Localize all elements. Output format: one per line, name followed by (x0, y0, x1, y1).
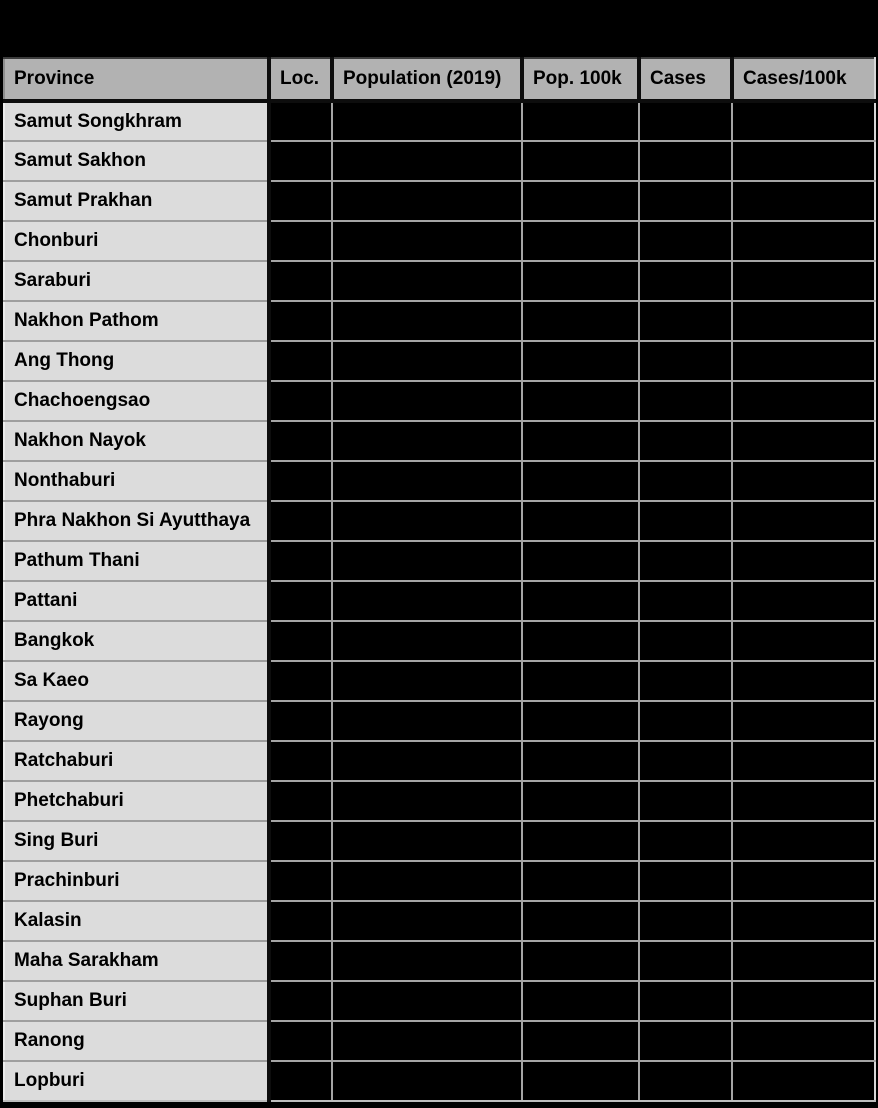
population-cell (332, 981, 522, 1021)
province-cell: Phra Nakhon Si Ayutthaya (4, 501, 269, 541)
loc-cell (269, 501, 332, 541)
cases-100k-cell (732, 501, 875, 541)
pop-100k-cell (522, 141, 639, 181)
loc-cell (269, 941, 332, 981)
loc-cell (269, 421, 332, 461)
cases-cell (639, 741, 732, 781)
table-row (4, 541, 875, 581)
cases-cell (639, 181, 732, 221)
population-cell (332, 261, 522, 301)
cases-cell (639, 141, 732, 181)
cases-cell (639, 981, 732, 1021)
table-row (4, 101, 875, 141)
population-cell (332, 581, 522, 621)
population-cell (332, 501, 522, 541)
pop-100k-cell (522, 1021, 639, 1061)
pop-100k-cell (522, 941, 639, 981)
loc-cell (269, 661, 332, 701)
province-cell: Pattani (4, 581, 269, 621)
table-row (4, 741, 875, 781)
cases-100k-cell (732, 781, 875, 821)
table-row (4, 581, 875, 621)
population-cell (332, 821, 522, 861)
population-cell (332, 221, 522, 261)
table-row (4, 861, 875, 901)
cases-cell (639, 221, 732, 261)
pop-100k-cell (522, 661, 639, 701)
province-cell: Nakhon Nayok (4, 421, 269, 461)
cases-100k-cell (732, 341, 875, 381)
province-cell: Rayong (4, 701, 269, 741)
pop-100k-cell (522, 461, 639, 501)
cases-cell (639, 261, 732, 301)
population-cell (332, 541, 522, 581)
table-body (4, 101, 875, 1101)
loc-cell (269, 181, 332, 221)
province-cell: Pathum Thani (4, 541, 269, 581)
pop-100k-cell (522, 181, 639, 221)
loc-cell (269, 821, 332, 861)
table-row (4, 821, 875, 861)
province-cell: Samut Sakhon (4, 141, 269, 181)
population-cell (332, 781, 522, 821)
loc-cell (269, 901, 332, 941)
pop-100k-cell (522, 341, 639, 381)
loc-cell (269, 461, 332, 501)
cases-100k-cell (732, 221, 875, 261)
province-cell: Chonburi (4, 221, 269, 261)
table-row (4, 941, 875, 981)
cases-100k-cell (732, 421, 875, 461)
province-cell: Phetchaburi (4, 781, 269, 821)
pop-100k-cell (522, 381, 639, 421)
cases-100k-cell (732, 901, 875, 941)
loc-cell (269, 541, 332, 581)
table-row (4, 661, 875, 701)
province-cases-table (3, 57, 876, 1102)
population-cell (332, 421, 522, 461)
col-header-pop-100k: Pop. 100k (522, 58, 639, 101)
table-row (4, 781, 875, 821)
province-cell: Lopburi (4, 1061, 269, 1101)
col-header-cases: Cases (639, 58, 732, 101)
table-row (4, 181, 875, 221)
loc-cell (269, 741, 332, 781)
table-header-row (4, 58, 875, 101)
loc-cell (269, 781, 332, 821)
loc-cell (269, 1061, 332, 1101)
cases-cell (639, 581, 732, 621)
population-cell (332, 1061, 522, 1101)
province-cell: Samut Songkhram (4, 101, 269, 141)
col-header-loc: Loc. (269, 58, 332, 101)
table-row (4, 461, 875, 501)
province-cell: Bangkok (4, 621, 269, 661)
pop-100k-cell (522, 821, 639, 861)
cases-cell (639, 1061, 732, 1101)
table-row (4, 421, 875, 461)
cases-cell (639, 781, 732, 821)
cases-100k-cell (732, 661, 875, 701)
cases-100k-cell (732, 981, 875, 1021)
pop-100k-cell (522, 741, 639, 781)
population-cell (332, 461, 522, 501)
cases-100k-cell (732, 301, 875, 341)
province-cell: Ang Thong (4, 341, 269, 381)
col-header-population: Population (2019) (332, 58, 522, 101)
table-row (4, 981, 875, 1021)
table-row (4, 261, 875, 301)
cases-100k-cell (732, 101, 875, 141)
cases-100k-cell (732, 141, 875, 181)
population-cell (332, 101, 522, 141)
pop-100k-cell (522, 981, 639, 1021)
province-cell: Kalasin (4, 901, 269, 941)
province-cell: Ranong (4, 1021, 269, 1061)
population-cell (332, 701, 522, 741)
table-row (4, 501, 875, 541)
loc-cell (269, 621, 332, 661)
table-row (4, 301, 875, 341)
province-cell: Sing Buri (4, 821, 269, 861)
cases-cell (639, 421, 732, 461)
cases-100k-cell (732, 541, 875, 581)
population-cell (332, 741, 522, 781)
population-cell (332, 181, 522, 221)
cases-cell (639, 381, 732, 421)
pop-100k-cell (522, 621, 639, 661)
cases-100k-cell (732, 621, 875, 661)
cases-100k-cell (732, 861, 875, 901)
population-cell (332, 861, 522, 901)
province-cell: Ratchaburi (4, 741, 269, 781)
table-row (4, 341, 875, 381)
cases-cell (639, 341, 732, 381)
population-cell (332, 621, 522, 661)
cases-cell (639, 821, 732, 861)
loc-cell (269, 1021, 332, 1061)
province-cell: Prachinburi (4, 861, 269, 901)
province-cell: Chachoengsao (4, 381, 269, 421)
cases-cell (639, 461, 732, 501)
cases-cell (639, 861, 732, 901)
loc-cell (269, 861, 332, 901)
table-row (4, 701, 875, 741)
cases-cell (639, 301, 732, 341)
cases-100k-cell (732, 941, 875, 981)
loc-cell (269, 261, 332, 301)
province-cell: Sa Kaeo (4, 661, 269, 701)
loc-cell (269, 701, 332, 741)
cases-100k-cell (732, 261, 875, 301)
cases-100k-cell (732, 701, 875, 741)
loc-cell (269, 341, 332, 381)
loc-cell (269, 381, 332, 421)
pop-100k-cell (522, 421, 639, 461)
pop-100k-cell (522, 101, 639, 141)
province-cell: Samut Prakhan (4, 181, 269, 221)
cases-cell (639, 901, 732, 941)
table-row (4, 621, 875, 661)
cases-100k-cell (732, 581, 875, 621)
pop-100k-cell (522, 861, 639, 901)
loc-cell (269, 981, 332, 1021)
loc-cell (269, 581, 332, 621)
pop-100k-cell (522, 701, 639, 741)
loc-cell (269, 141, 332, 181)
table-row (4, 381, 875, 421)
pop-100k-cell (522, 301, 639, 341)
loc-cell (269, 221, 332, 261)
pop-100k-cell (522, 221, 639, 261)
cases-cell (639, 501, 732, 541)
pop-100k-cell (522, 581, 639, 621)
table-row (4, 141, 875, 181)
cases-100k-cell (732, 741, 875, 781)
cases-100k-cell (732, 381, 875, 421)
pop-100k-cell (522, 901, 639, 941)
cases-cell (639, 101, 732, 141)
cases-cell (639, 1021, 732, 1061)
cases-100k-cell (732, 1061, 875, 1101)
province-cell: Saraburi (4, 261, 269, 301)
cases-100k-cell (732, 461, 875, 501)
table-row (4, 1021, 875, 1061)
cases-cell (639, 661, 732, 701)
province-cell: Nakhon Pathom (4, 301, 269, 341)
population-cell (332, 141, 522, 181)
province-cell: Nonthaburi (4, 461, 269, 501)
loc-cell (269, 101, 332, 141)
cases-cell (639, 701, 732, 741)
cases-cell (639, 941, 732, 981)
population-cell (332, 661, 522, 701)
population-cell (332, 381, 522, 421)
population-cell (332, 901, 522, 941)
table-row (4, 901, 875, 941)
col-header-province: Province (4, 58, 269, 101)
pop-100k-cell (522, 781, 639, 821)
province-cell: Maha Sarakham (4, 941, 269, 981)
col-header-cases-100k: Cases/100k (732, 58, 875, 101)
cases-cell (639, 541, 732, 581)
province-cell: Suphan Buri (4, 981, 269, 1021)
loc-cell (269, 301, 332, 341)
pop-100k-cell (522, 541, 639, 581)
pop-100k-cell (522, 1061, 639, 1101)
cases-100k-cell (732, 821, 875, 861)
population-cell (332, 1021, 522, 1061)
population-cell (332, 341, 522, 381)
cases-100k-cell (732, 181, 875, 221)
cases-100k-cell (732, 1021, 875, 1061)
cases-cell (639, 621, 732, 661)
table-row (4, 1061, 875, 1101)
population-cell (332, 301, 522, 341)
pop-100k-cell (522, 261, 639, 301)
population-cell (332, 941, 522, 981)
pop-100k-cell (522, 501, 639, 541)
table-row (4, 221, 875, 261)
